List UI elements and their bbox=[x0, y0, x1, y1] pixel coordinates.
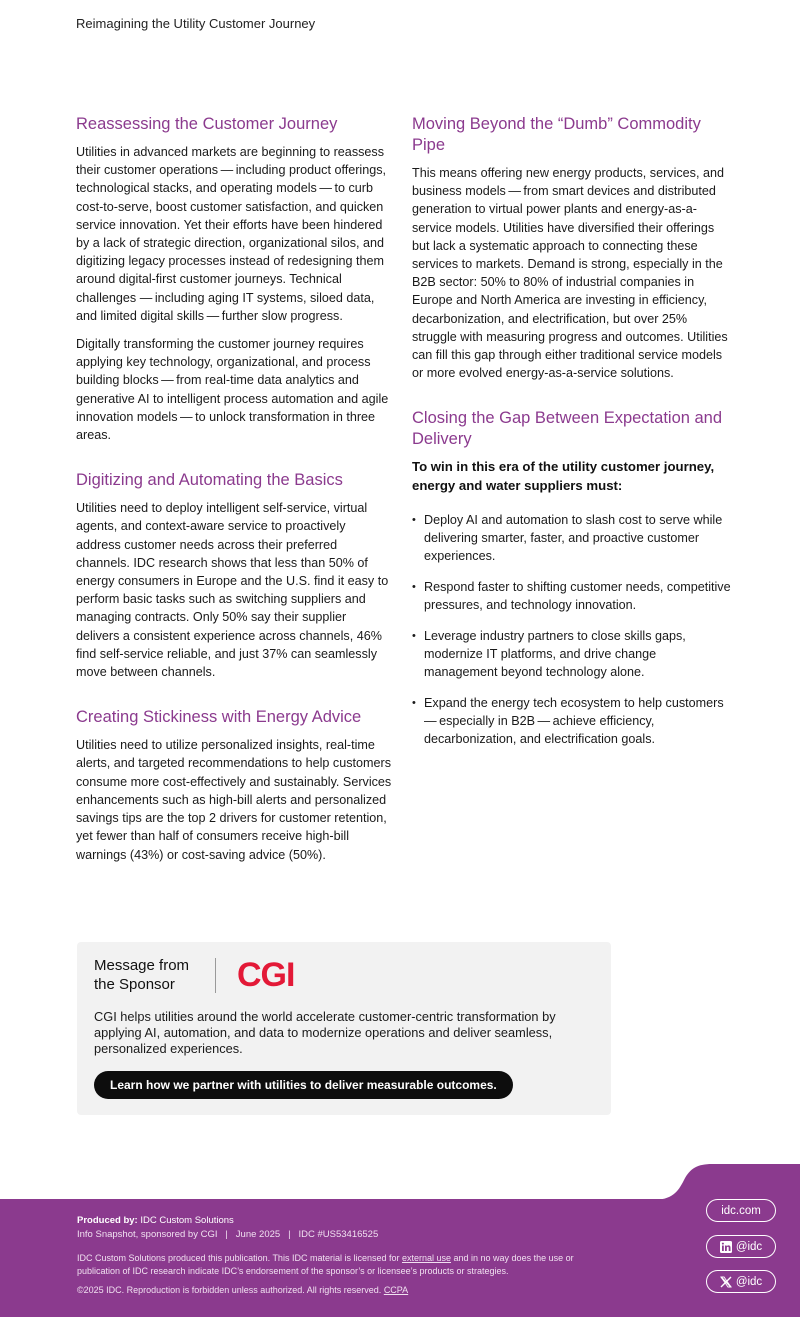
paragraph: Digitally transforming the customer journey requires applying key technology, organizational, and process building blocks — from real-time data analytics and generative AI to intelligent process automation and agile innovation models — to unlock transformation in three areas. bbox=[76, 337, 389, 443]
lead-statement: To win in this era of the utility customer journey, energy and water suppliers must: bbox=[412, 459, 715, 493]
linkedin-link[interactable] bbox=[706, 1235, 776, 1258]
info-item: Info Snapshot, sponsored by CGI bbox=[77, 1229, 218, 1240]
legal-text: IDC Custom Solutions produced this publication. This IDC material is licensed for bbox=[77, 1253, 402, 1263]
section-heading-reassessing: Reassessing the Customer Journey bbox=[76, 115, 338, 133]
external-use-link[interactable]: external use bbox=[401, 1253, 452, 1263]
produced-by bbox=[77, 1215, 234, 1226]
linkedin-icon bbox=[720, 1241, 732, 1253]
running-title: Reimagining the Utility Customer Journey bbox=[76, 16, 316, 31]
divider bbox=[215, 958, 216, 993]
separator: | bbox=[225, 1229, 228, 1240]
list-item: • Respond faster to shifting customer needs, competitive pressures, and technology innovation. bbox=[412, 578, 732, 614]
learn-more-button[interactable]: Learn how we partner with utilities to deliver measurable outcomes. bbox=[94, 1071, 513, 1099]
recommendation-list bbox=[412, 511, 732, 749]
list-item: • Leverage industry partners to close skills gaps, modernize IT platforms, and drive change management beyond technology alone. bbox=[412, 627, 732, 682]
separator: | bbox=[288, 1229, 291, 1240]
paragraph: Utilities need to deploy intelligent self-service, virtual agents, and context-aware service to proactively address customer needs across their preferred channels. IDC research shows that less than 50% of energy consumers in Europe and the U.S. find it easy to perform basic tasks such as switching suppliers and managing contracts. Only 50% say their supplier delivers a consistent experience across channels, 46% find self-service reliable, and just 37% can seamlessly move between channels. bbox=[76, 501, 389, 680]
website-link-label: idc.com bbox=[721, 1204, 761, 1217]
right-column bbox=[412, 114, 732, 761]
website-link[interactable] bbox=[706, 1199, 776, 1222]
x-link-label: @idc bbox=[735, 1275, 763, 1288]
x-link[interactable] bbox=[706, 1270, 776, 1293]
footer-wave-shape bbox=[0, 1160, 800, 1200]
produced-by-label: Produced by: bbox=[77, 1215, 138, 1226]
sponsor-title: Message from the Sponsor bbox=[94, 957, 190, 993]
info-item: June 2025 bbox=[235, 1229, 281, 1240]
ccpa-link[interactable]: CCPA bbox=[383, 1285, 409, 1295]
legal-text: and in no way does the use or publication of IDC research indicate IDC’s endorsement of the sponsor’s or licensee’s products or strategies. bbox=[77, 1253, 574, 1276]
copyright-text: ©2025 IDC. Reproduction is forbidden unless authorized. All rights reserved. bbox=[77, 1285, 382, 1295]
paragraph: This means offering new energy products, services, and business models — from smart devices and distributed generation to virtual power plants and energy-as-a-service models. Utilities have diversified their offerings but lack a systematic approach to connecting these services to markets. Demand is strong, especially in the B2B sector: 50% to 80% of industrial companies in Europe and North America are investing in efficiency, decarbonization, and electrification, but over 25% struggle with measuring progress and outcomes. Utilities can fill this gap through either traditional service models or more evolved energy-as-a-service solutions. bbox=[412, 166, 728, 381]
sponsor-box bbox=[77, 942, 611, 1115]
legal-notice bbox=[77, 1252, 597, 1278]
x-icon bbox=[720, 1276, 732, 1288]
linkedin-link-label: @idc bbox=[735, 1240, 763, 1253]
sponsor-message: CGI helps utilities around the world accelerate customer-centric transformation by applying AI, automation, and data to modernize operations and deliver seamless, personalized experiences. bbox=[94, 1009, 556, 1056]
cgi-logo: CGI bbox=[237, 956, 295, 994]
publication-info bbox=[77, 1229, 378, 1240]
left-column bbox=[76, 114, 392, 864]
idc-custom-solutions-logo: IDC Custom Solutions bbox=[140, 1215, 234, 1226]
section-heading-closing-gap: Closing the Gap Between Expectation and Delivery bbox=[412, 409, 723, 449]
info-item: IDC #US53416525 bbox=[298, 1229, 379, 1240]
section-heading-stickiness: Creating Stickiness with Energy Advice bbox=[76, 708, 362, 727]
paragraph: Utilities need to utilize personalized insights, real-time alerts, and targeted recommendations to help customers consume more cost-effectively and sustainably. Services enhancements such as high-bill alerts and personalized savings tips are the top 2 drivers for customer retention, yet fewer than half of consumers receive high-bill warnings (43%) or cost-saving advice (50%). bbox=[76, 738, 392, 862]
paragraph: Utilities in advanced markets are beginning to reassess their customer operations — including product offerings, technological stacks, and operating models — to curb cost-to-serve, boost customer satisfaction, and quicken service innovation. Yet their efforts have been hindered by a lack of strategic direction, organizational silos, and digitizing legacy processes instead of redesigning them around digital-first customer journeys. Technical challenges — including aging IT systems, siloed data, and limited digital skills — further slow progress. bbox=[76, 145, 387, 323]
copyright bbox=[77, 1285, 408, 1295]
section-heading-commodity-pipe: Moving Beyond the “Dumb” Commodity Pipe bbox=[412, 115, 701, 154]
section-heading-digitizing: Digitizing and Automating the Basics bbox=[76, 471, 343, 490]
list-item: • Expand the energy tech ecosystem to help customers — especially in B2B — achieve efficiency, decarbonization, and electrification goals. bbox=[412, 694, 732, 749]
list-item: • Deploy AI and automation to slash cost to serve while delivering smarter, faster, and proactive customer experiences. bbox=[412, 511, 732, 566]
